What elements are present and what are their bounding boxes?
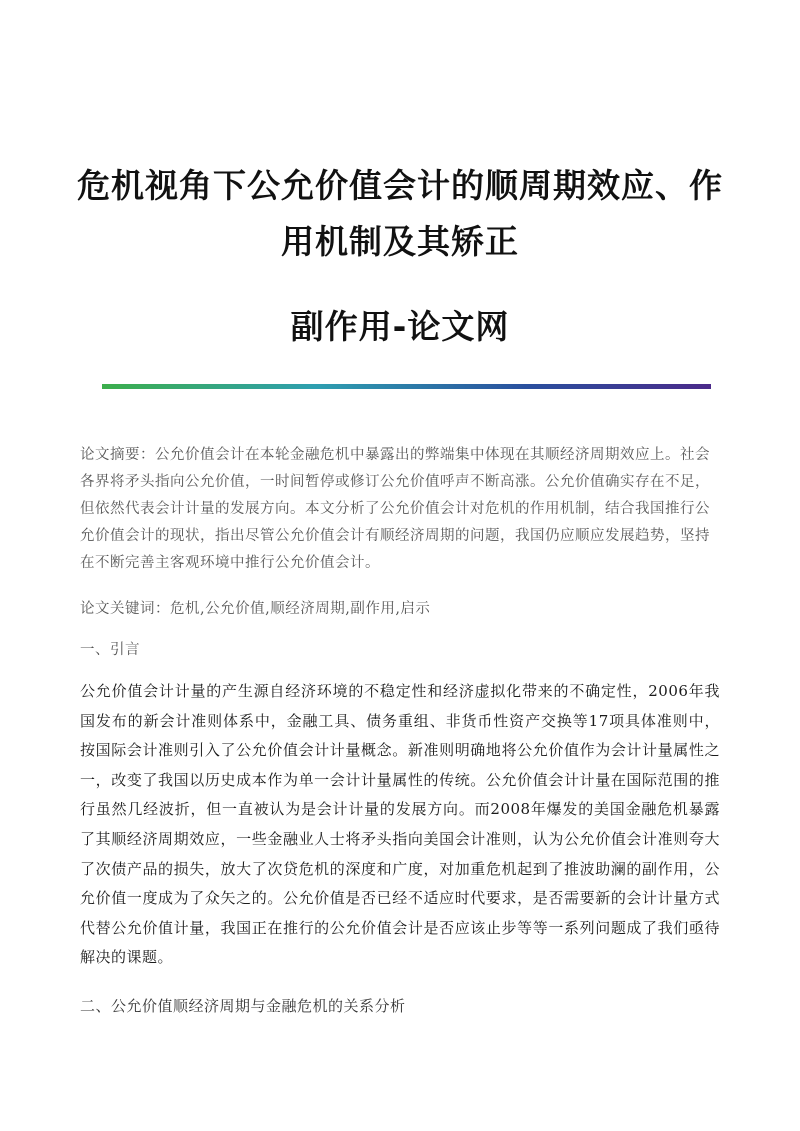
section-heading-introduction: 一、引言 [80, 642, 140, 658]
document-title-line-1: 危机视角下公允价值会计的顺周期效应、作 [77, 166, 723, 205]
document-title-line-2: 用机制及其矫正 [281, 222, 519, 261]
section-heading-analysis: 二、公允价值顺经济周期与金融危机的关系分析 [80, 997, 406, 1015]
title-divider [102, 384, 711, 389]
introduction-paragraph: 公允价值会计计量的产生源自经济环境的不稳定性和经济虚拟化带来的不确定性，2006年我国发布的新会计准则体系中，金融工具、债务重组、非货币性资产交换等17项具体准则中，按国际会计准则引入了公允价值会计计量概念。新准则明确地将公允价值作为会计计量属性之一，改变了我国以历史成本作为单一会计计量属性的传统。公允价值会计计量在国际范围的推行虽然几经波折，但一直被认为是会计计量的发展方向。而2008年爆发的美国金融危机暴露了其顺经济周期效应，一些金融业人士将矛头指向美国会计准则，认为公允价值会计准则夸大了次债产品的损失，放大了次贷危机的深度和广度，对加重危机起到了推波助澜的副作用，公允价值一度成为了众矢之的。公允价值是否已经不适应时代要求，是否需要新的会计计量方式代替公允价值计量，我国正在推行的公允价值会计是否应该止步等等一系列问题成了我们亟待解决的课题。 [80, 682, 720, 967]
keywords: 论文关键词：危机,公允价值,顺经济周期,副作用,启示 [80, 601, 431, 617]
document-title-line-3: 副作用-论文网 [290, 307, 510, 346]
abstract: 论文摘要：公允价值会计在本轮金融危机中暴露出的弊端集中体现在其顺经济周期效应上。社会各界将矛头指向公允价值，一时间暂停或修订公允价值呼声不断高涨。公允价值确实存在不足，但依然代表会计计量的发展方向。本文分析了公允价值会计对危机的作用机制，结合我国推行公允价值会计的现状，指出尽管公允价值会计有顺经济周期的问题，我国仍应顺应发展趋势，坚持在不断完善主客观环境中推行公允价值会计。 [80, 447, 710, 571]
